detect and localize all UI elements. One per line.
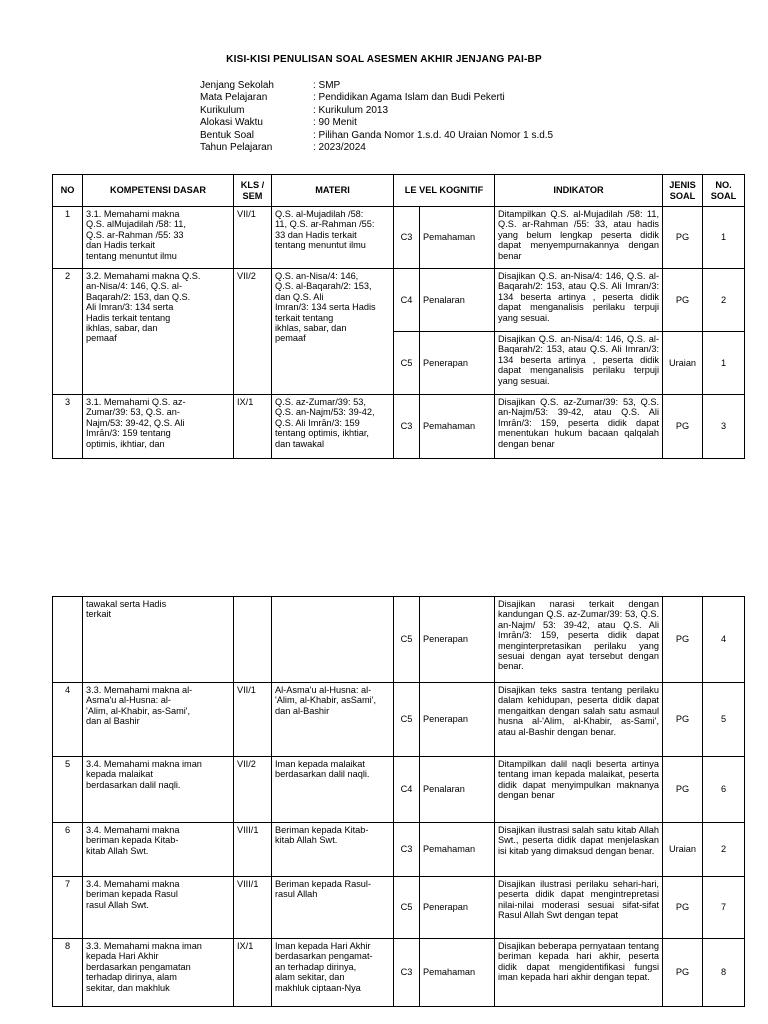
cell-indikator: Disajikan beberapa pernyataan tentang beriman kepada hari akhir, peserta didik dapat mengidentifikasi fungsi iman kepada hari akhir dengan tepat. <box>495 939 663 1007</box>
header-no-soal: NO. SOAL <box>703 175 745 207</box>
meta-label: Kurikulum <box>200 104 245 116</box>
cell-kompetensi-dasar: 3.3. Memahami makna al- Asma'u al-Husna: al- 'Alim, al-Khabir, as-Sami', dan al Bashir <box>83 683 234 757</box>
cell-no <box>53 597 83 683</box>
cell-jenis-soal: Uraian <box>663 332 703 395</box>
cell-kls-sem: VII/1 <box>234 683 272 757</box>
cell-no: 7 <box>53 877 83 939</box>
meta-value: : Pilihan Ganda Nomor 1.s.d. 40 Uraian Nomor 1 s.d.5 <box>313 129 554 141</box>
table-row <box>53 939 745 1007</box>
meta-value: : SMP <box>313 80 341 91</box>
table-row <box>53 597 745 683</box>
cell-level-code: C4 <box>394 269 420 332</box>
cell-jenis-soal: PG <box>663 269 703 332</box>
cell-indikator: Disajikan Q.S. an-Nisa/4: 146, Q.S. al-Baqarah/2: 153, atau Q.S. Ali Imran/3: 134 beserta artinya , peserta didik dapat menganalisis perilaku terpuji yang sesuai. <box>495 269 663 332</box>
cell-level-name: Penalaran <box>420 269 495 332</box>
meta-row-mapel <box>200 92 553 104</box>
cell-indikator: Disajikan narasi terkait dengan kandungan Q.S. az-Zumar/39: 53, Q.S. an-Najm/ 53: 39-42, atau Q.S. Ali Imrān/3: 159, peserta didik dapat menginterpretasikan perilaku yang sesuai dengan ayat tersebut dengan benar. <box>495 597 663 683</box>
cell-jenis-soal: PG <box>663 939 703 1007</box>
cell-indikator: Disajikan ilustrasi perilaku sehari-hari, peserta didik dapat mengintrepretasi nilai-nilai moderasi sesuai sifat-sifat Rasul Allah Swt dengan tepat <box>495 877 663 939</box>
cell-kompetensi-dasar: tawakal serta Hadis terkait <box>83 597 234 683</box>
cell-level-code: C4 <box>394 757 420 823</box>
header-indikator: INDIKATOR <box>495 175 663 207</box>
cell-level-name: Pemahaman <box>420 207 495 269</box>
cell-kls-sem: VII/2 <box>234 269 272 395</box>
cell-no-soal: 3 <box>703 395 745 459</box>
document-title: KISI-KISI PENULISAN SOAL ASESMEN AKHIR JENJANG PAI-BP <box>226 54 542 65</box>
kisi-kisi-table-page-1 <box>52 174 745 459</box>
cell-jenis-soal: PG <box>663 877 703 939</box>
table-row <box>53 823 745 877</box>
cell-level-code: C5 <box>394 683 420 757</box>
meta-row-alokasi <box>200 117 553 129</box>
header-level-kognitif: LE VEL KOGNITIF <box>394 175 495 207</box>
meta-row-jenjang <box>200 80 553 92</box>
cell-level-name: Penalaran <box>420 757 495 823</box>
cell-level-name: Penerapan <box>420 332 495 395</box>
cell-no-soal: 8 <box>703 939 745 1007</box>
cell-no: 6 <box>53 823 83 877</box>
cell-level-name: Pemahaman <box>420 939 495 1007</box>
cell-materi: Iman kepada malaikat berdasarkan dalil naqli. <box>272 757 394 823</box>
meta-label: Bentuk Soal <box>200 129 254 141</box>
cell-kompetensi-dasar: 3.4. Memahami makna beriman kepada Kitab- kitab Allah Swt. <box>83 823 234 877</box>
cell-level-name: Penerapan <box>420 683 495 757</box>
meta-label: Mata Pelajaran <box>200 92 268 104</box>
header-jenis-soal: JENIS SOAL <box>663 175 703 207</box>
cell-indikator: Disajikan Q.S. an-Nisa/4: 146, Q.S. al-Baqarah/2: 153, atau Q.S. Ali Imran/3: 134 beserta artinya , peserta didik dapat menganalisis perilaku terpuji yang sesuai. <box>495 332 663 395</box>
header-row <box>53 175 745 207</box>
cell-level-name: Pemahaman <box>420 395 495 459</box>
cell-indikator: Disajikan Q.S. az-Zumar/39: 53, Q.S. an-Najm/53: 39-42, atau Q.S. Ali Imrān/3: 159, peserta didik dapat menentukan hukum bacaan qalqalah dengan benar <box>495 395 663 459</box>
table-row <box>53 269 745 332</box>
cell-kls-sem: IX/1 <box>234 939 272 1007</box>
header-no: NO <box>53 175 83 207</box>
cell-materi: Al-Asma'u al-Husna: al- 'Alim, al-Khabir, asSami', dan al-Bashir <box>272 683 394 757</box>
cell-level-code: C3 <box>394 939 420 1007</box>
cell-kls-sem: VIII/1 <box>234 823 272 877</box>
cell-jenis-soal: PG <box>663 207 703 269</box>
cell-level-code: C5 <box>394 597 420 683</box>
cell-level-name: Penerapan <box>420 877 495 939</box>
cell-level-code: C3 <box>394 207 420 269</box>
cell-level-name: Pemahaman <box>420 823 495 877</box>
cell-jenis-soal: PG <box>663 597 703 683</box>
cell-materi: Q.S. an-Nisa/4: 146, Q.S. al-Baqarah/2: 153, dan Q.S. Ali Imran/3: 134 serta Hadis terkait tentang ikhlas, sabar, dan pemaaf <box>272 269 394 395</box>
cell-no: 8 <box>53 939 83 1007</box>
kisi-kisi-table-page-2 <box>52 596 745 1007</box>
cell-jenis-soal: Uraian <box>663 823 703 877</box>
cell-no-soal: 2 <box>703 269 745 332</box>
table-row <box>53 395 745 459</box>
cell-jenis-soal: PG <box>663 683 703 757</box>
meta-value: : Pendidikan Agama Islam dan Budi Pekerti <box>313 92 505 104</box>
cell-kompetensi-dasar: 3.4. Memahami makna beriman kepada Rasul rasul Allah Swt. <box>83 877 234 939</box>
header-kls-sem: KLS / SEM <box>234 175 272 207</box>
cell-kompetensi-dasar: 3.3. Memahami makna iman kepada Hari Akhir berdasarkan pengamatan terhadap dirinya, alam sekitar, dan makhluk <box>83 939 234 1007</box>
cell-materi: Beriman kepada Kitab- kitab Allah Swt. <box>272 823 394 877</box>
cell-no: 3 <box>53 395 83 459</box>
header-materi: MATERI <box>272 175 394 207</box>
meta-row-tahun <box>200 142 553 154</box>
cell-materi <box>272 597 394 683</box>
cell-materi: Q.S. az-Zumar/39: 53, Q.S. an-Najm/53: 39-42, Q.S. Ali Imrān/3: 159 tentang optimis, ikhtiar, dan tawakal <box>272 395 394 459</box>
cell-materi: Q.S. al-Mujadilah /58: 11, Q.S. ar-Rahman /55: 33 dan Hadis terkait tentang menuntut ilmu <box>272 207 394 269</box>
cell-materi: Beriman kepada Rasul- rasul Allah <box>272 877 394 939</box>
meta-row-bentuk <box>200 130 553 142</box>
meta-value: : 90 Menit <box>313 117 357 129</box>
table-row <box>53 757 745 823</box>
meta-value: : 2023/2024 <box>313 142 366 154</box>
cell-level-code: C5 <box>394 877 420 939</box>
document-meta <box>200 80 553 154</box>
table-row <box>53 877 745 939</box>
cell-kls-sem: VII/2 <box>234 757 272 823</box>
table-row <box>53 207 745 269</box>
cell-no-soal: 7 <box>703 877 745 939</box>
cell-no-soal: 1 <box>703 332 745 395</box>
cell-kls-sem: IX/1 <box>234 395 272 459</box>
meta-label: Jenjang Sekolah <box>200 80 274 91</box>
cell-kompetensi-dasar: 3.4. Memahami makna iman kepada malaikat berdasarkan dalil naqli. <box>83 757 234 823</box>
cell-kls-sem <box>234 597 272 683</box>
cell-indikator: Disajikan teks sastra tentang perilaku dalam kehidupan, peserta didik dapat mengaitkan dengan salah satu asmaul husna al-'Alim, al-Khabir, as-Sami', atau al-Bashir dengan benar. <box>495 683 663 757</box>
cell-level-code: C3 <box>394 395 420 459</box>
cell-no-soal: 1 <box>703 207 745 269</box>
cell-no-soal: 4 <box>703 597 745 683</box>
cell-kls-sem: VIII/1 <box>234 877 272 939</box>
meta-row-kurikulum <box>200 105 553 117</box>
cell-no: 1 <box>53 207 83 269</box>
cell-no-soal: 5 <box>703 683 745 757</box>
cell-level-name: Penerapan <box>420 597 495 683</box>
cell-no-soal: 6 <box>703 757 745 823</box>
cell-level-code: C5 <box>394 332 420 395</box>
cell-jenis-soal: PG <box>663 395 703 459</box>
table-row <box>53 683 745 757</box>
cell-no-soal: 2 <box>703 823 745 877</box>
cell-kompetensi-dasar: 3.1. Memahami makna Q.S. alMujadilah /58: 11, Q.S. ar-Rahman /55: 33 dan Hadis terkait tentang menuntut ilmu <box>83 207 234 269</box>
cell-level-code: C3 <box>394 823 420 877</box>
cell-indikator: Ditampilkan Q.S. al-Mujadilah /58: 11, Q.S. ar-Rahman /55: 33, atau hadis yang belum lengkap peserta didik dapat menyempurnakannya dengan benar <box>495 207 663 269</box>
header-kompetensi-dasar: KOMPETENSI DASAR <box>83 175 234 207</box>
meta-value: : Kurikulum 2013 <box>313 104 389 116</box>
cell-indikator: Ditampilkan dalil naqli beserta artinya tentang iman kepada malaikat, peserta didik dapat menyimpulkan maknanya dengan benar <box>495 757 663 823</box>
cell-no: 5 <box>53 757 83 823</box>
cell-indikator: Disajikan ilustrasi salah satu kitab Allah Swt., peserta didik dapat menjelaskan isi kitab yang dimaksud dengan benar. <box>495 823 663 877</box>
cell-materi: Iman kepada Hari Akhir berdasarkan pengamat- an terhadap dirinya, alam sekitar, dan makhluk ciptaan-Nya <box>272 939 394 1007</box>
cell-kompetensi-dasar: 3.1. Memahami Q.S. az- Zumar/39: 53, Q.S. an- Najm/53: 39-42, Q.S. Ali Imrān/3: 159 tentang optimis, ikhtiar, dan <box>83 395 234 459</box>
meta-label: Alokasi Waktu <box>200 117 263 129</box>
cell-no: 4 <box>53 683 83 757</box>
cell-no: 2 <box>53 269 83 395</box>
cell-jenis-soal: PG <box>663 757 703 823</box>
cell-kompetensi-dasar: 3.2. Memahami makna Q.S. an-Nisa/4: 146, Q.S. al- Baqarah/2: 153, dan Q.S. Ali Imran/3: 134 serta Hadis terkait tentang ikhlas, sabar, dan pemaaf <box>83 269 234 395</box>
cell-kls-sem: VII/1 <box>234 207 272 269</box>
meta-label: Tahun Pelajaran <box>200 142 273 154</box>
